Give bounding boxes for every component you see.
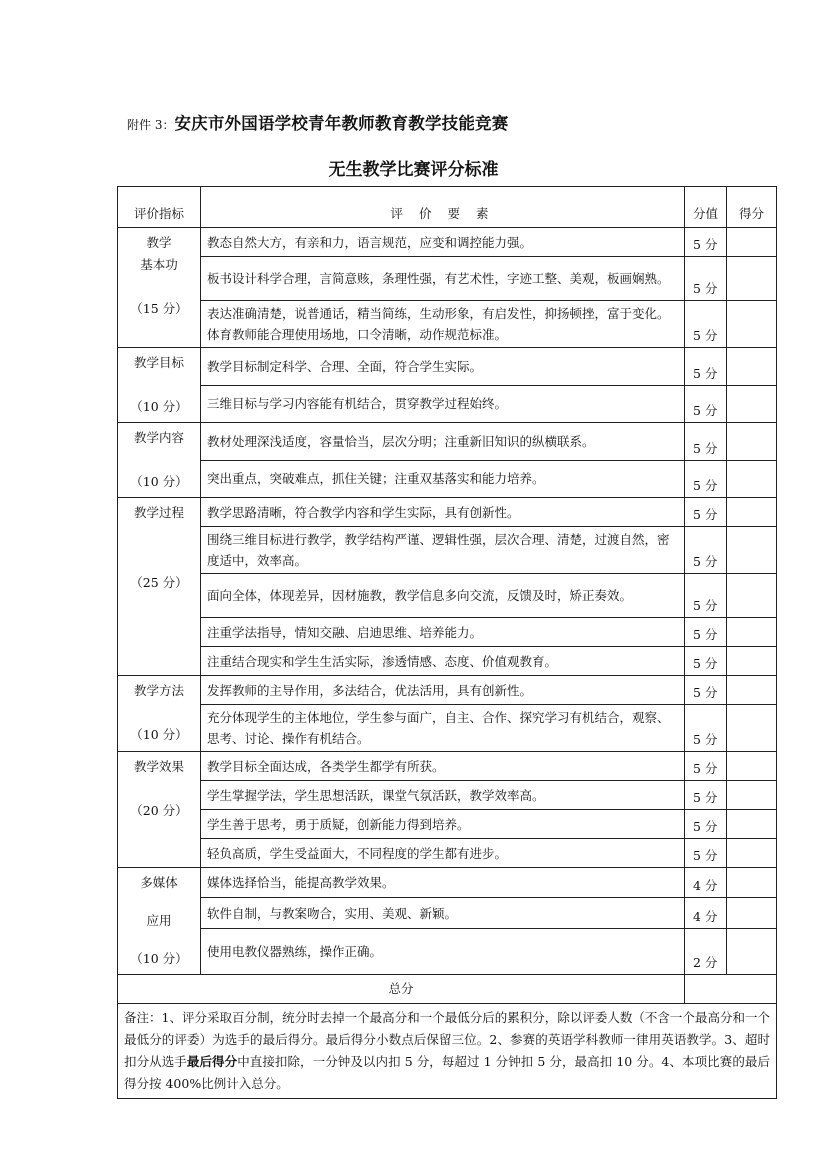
criterion-cell: 面向全体，体现差异，因材施教，教学信息多向交流，反馈及时，矫正奏效。 <box>201 574 685 618</box>
score-cell: 5 分 <box>685 385 727 423</box>
obtained-score-input[interactable] <box>727 898 777 928</box>
score-cell: 5 分 <box>685 257 727 301</box>
criterion-cell: 教态自然大方，有亲和力，语言规范，应变和调控能力强。 <box>201 228 685 257</box>
table-row <box>118 705 777 752</box>
note-part-2: 中直接扣除，一分钟及以内扣 5 分，每超过 1 分钟扣 5 分，最高扣 10 分。4、本项比赛的最后得分按 400%比例计入总分。 <box>124 1054 770 1091</box>
criterion-cell: 注重结合现实和学生生活实际，渗透情感、态度、价值观教育。 <box>201 647 685 676</box>
category-label: （10 分） <box>130 951 188 966</box>
total-score-input[interactable] <box>685 975 777 1004</box>
obtained-score-input[interactable] <box>727 460 777 498</box>
criterion-cell: 注重学法指导，情知交融、启迪思维、培养能力。 <box>201 618 685 647</box>
header-obtained: 得分 <box>727 187 777 228</box>
score-cell: 2 分 <box>685 928 727 974</box>
score-cell: 5 分 <box>685 301 727 348</box>
table-row <box>118 498 777 527</box>
obtained-score-input[interactable] <box>727 839 777 868</box>
criterion-cell: 教学思路清晰，符合教学内容和学生实际，具有创新性。 <box>201 498 685 527</box>
criterion-cell: 使用电教仪器熟练，操作正确。 <box>201 928 685 974</box>
score-cell: 5 分 <box>685 705 727 752</box>
table-row <box>118 527 777 574</box>
table-row <box>118 574 777 618</box>
category-cell <box>118 423 201 498</box>
obtained-score-input[interactable] <box>727 527 777 574</box>
category-label: 教学目标 <box>133 355 184 370</box>
criterion-cell: 教学目标制定科学、合理、全面，符合学生实际。 <box>201 348 685 386</box>
category-cell <box>118 676 201 752</box>
score-cell: 5 分 <box>685 647 727 676</box>
category-label: （10 分） <box>130 727 188 742</box>
category-label: （10 分） <box>130 399 188 414</box>
category-label: 教学 <box>146 235 172 250</box>
criterion-cell: 学生掌握学法，学生思想活跃，课堂气氛活跃，教学效率高。 <box>201 781 685 810</box>
table-row <box>118 618 777 647</box>
table-title: 无生教学比赛评分标准 <box>328 160 499 180</box>
category-cell <box>118 348 201 423</box>
table-row <box>118 928 777 974</box>
note-part-1: 备注：1、评分采取百分制，统分时去掉一个最高分和一个最低分后的累积分，除以评委人数（不含一个最高分和一个最低分的评委）为选手的最后得分。最后得分小数点后保留三位。2、参赛的英语学科教师一律用英语教学。3、超时扣分从选手 <box>124 1010 770 1069</box>
criterion-cell: 教学目标全面达成，各类学生都学有所获。 <box>201 752 685 781</box>
table-row <box>118 898 777 928</box>
note-bold-term: 最后得分 <box>186 1054 238 1069</box>
obtained-score-input[interactable] <box>727 301 777 348</box>
table-row <box>118 810 777 839</box>
score-cell: 5 分 <box>685 618 727 647</box>
criterion-cell: 学生善于思考，勇于质疑，创新能力得到培养。 <box>201 810 685 839</box>
score-cell: 5 分 <box>685 498 727 527</box>
category-label: 教学效果 <box>133 759 184 774</box>
table-row <box>118 647 777 676</box>
criterion-cell: 媒体选择恰当，能提高教学效果。 <box>201 868 685 898</box>
obtained-score-input[interactable] <box>727 705 777 752</box>
scoring-table <box>117 186 777 1099</box>
obtained-score-input[interactable] <box>727 752 777 781</box>
category-label: （20 分） <box>130 803 188 818</box>
table-row <box>118 752 777 781</box>
criterion-cell: 突出重点，突破难点，抓住关键；注重双基落实和能力培养。 <box>201 460 685 498</box>
score-cell: 5 分 <box>685 810 727 839</box>
obtained-score-input[interactable] <box>727 928 777 974</box>
table-row <box>118 423 777 461</box>
obtained-score-input[interactable] <box>727 810 777 839</box>
obtained-score-input[interactable] <box>727 498 777 527</box>
score-cell: 4 分 <box>685 868 727 898</box>
criterion-cell: 教材处理深浅适度，容量恰当，层次分明；注重新旧知识的纵横联系。 <box>201 423 685 461</box>
obtained-score-input[interactable] <box>727 647 777 676</box>
criterion-cell: 充分体现学生的主体地位，学生参与面广，自主、合作、探究学习有机结合，观察、思考、讨论、操作有机结合。 <box>201 705 685 752</box>
table-row <box>118 868 777 898</box>
category-label: 基本功 <box>140 257 178 272</box>
obtained-score-input[interactable] <box>727 676 777 705</box>
criterion-cell: 三维目标与学习内容能有机结合，贯穿教学过程始终。 <box>201 385 685 423</box>
category-label: 教学过程 <box>133 505 184 520</box>
score-cell: 5 分 <box>685 781 727 810</box>
category-label: 应用 <box>146 913 172 928</box>
obtained-score-input[interactable] <box>727 385 777 423</box>
score-cell: 5 分 <box>685 839 727 868</box>
obtained-score-input[interactable] <box>727 868 777 898</box>
criterion-cell: 轻负高质，学生受益面大，不同程度的学生都有进步。 <box>201 839 685 868</box>
score-cell: 5 分 <box>685 228 727 257</box>
category-label: 多媒体 <box>140 875 178 890</box>
document-title: 安庆市外国语学校青年教师教育教学技能竞赛 <box>174 114 509 133</box>
category-label: （10 分） <box>130 474 188 489</box>
criterion-cell: 软件自制，与教案吻合，实用、美观、新颖。 <box>201 898 685 928</box>
obtained-score-input[interactable] <box>727 618 777 647</box>
criterion-cell: 表达准确清楚，说普通话，精当简练，生动形象，有启发性，抑扬顿挫，富于变化。体育教师能合理使用场地，口令清晰，动作规范标准。 <box>201 301 685 348</box>
header-elements: 评 价 要 素 <box>201 187 685 228</box>
attachment-prefix: 附件 3： <box>127 118 175 132</box>
total-row <box>118 975 777 1004</box>
score-cell: 5 分 <box>685 348 727 386</box>
category-cell <box>118 752 201 868</box>
table-row <box>118 781 777 810</box>
table-row <box>118 257 777 301</box>
score-cell: 5 分 <box>685 460 727 498</box>
obtained-score-input[interactable] <box>727 423 777 461</box>
category-label: （15 分） <box>130 301 188 316</box>
criterion-cell: 板书设计科学合理，言简意赅，条理性强，有艺术性，字迹工整、美观，板画娴熟。 <box>201 257 685 301</box>
score-cell: 5 分 <box>685 752 727 781</box>
obtained-score-input[interactable] <box>727 257 777 301</box>
score-cell: 5 分 <box>685 423 727 461</box>
note-row <box>118 1004 777 1099</box>
score-cell: 5 分 <box>685 574 727 618</box>
header-indicator: 评价指标 <box>118 187 201 228</box>
note-text <box>118 1004 777 1099</box>
score-cell: 4 分 <box>685 898 727 928</box>
score-cell: 5 分 <box>685 676 727 705</box>
category-cell <box>118 498 201 676</box>
table-row <box>118 348 777 386</box>
category-label: 教学方法 <box>133 683 184 698</box>
obtained-score-input[interactable] <box>727 781 777 810</box>
header-score: 分值 <box>685 187 727 228</box>
obtained-score-input[interactable] <box>727 574 777 618</box>
score-cell: 5 分 <box>685 527 727 574</box>
category-label: 教学内容 <box>133 430 184 445</box>
table-row <box>118 301 777 348</box>
table-row <box>118 460 777 498</box>
criterion-cell: 围绕三维目标进行教学，教学结构严谨、逻辑性强，层次合理、清楚，过渡自然，密度适中，效率高。 <box>201 527 685 574</box>
obtained-score-input[interactable] <box>727 228 777 257</box>
table-row <box>118 676 777 705</box>
criterion-cell: 发挥教师的主导作用，多法结合，优法活用，具有创新性。 <box>201 676 685 705</box>
category-label: （25 分） <box>130 575 188 590</box>
category-cell <box>118 228 201 348</box>
category-cell <box>118 868 201 975</box>
table-header-row <box>118 187 777 228</box>
obtained-score-input[interactable] <box>727 348 777 386</box>
table-row <box>118 839 777 868</box>
table-row <box>118 385 777 423</box>
attachment-header <box>127 110 508 134</box>
total-label: 总分 <box>118 975 685 1004</box>
table-row <box>118 228 777 257</box>
